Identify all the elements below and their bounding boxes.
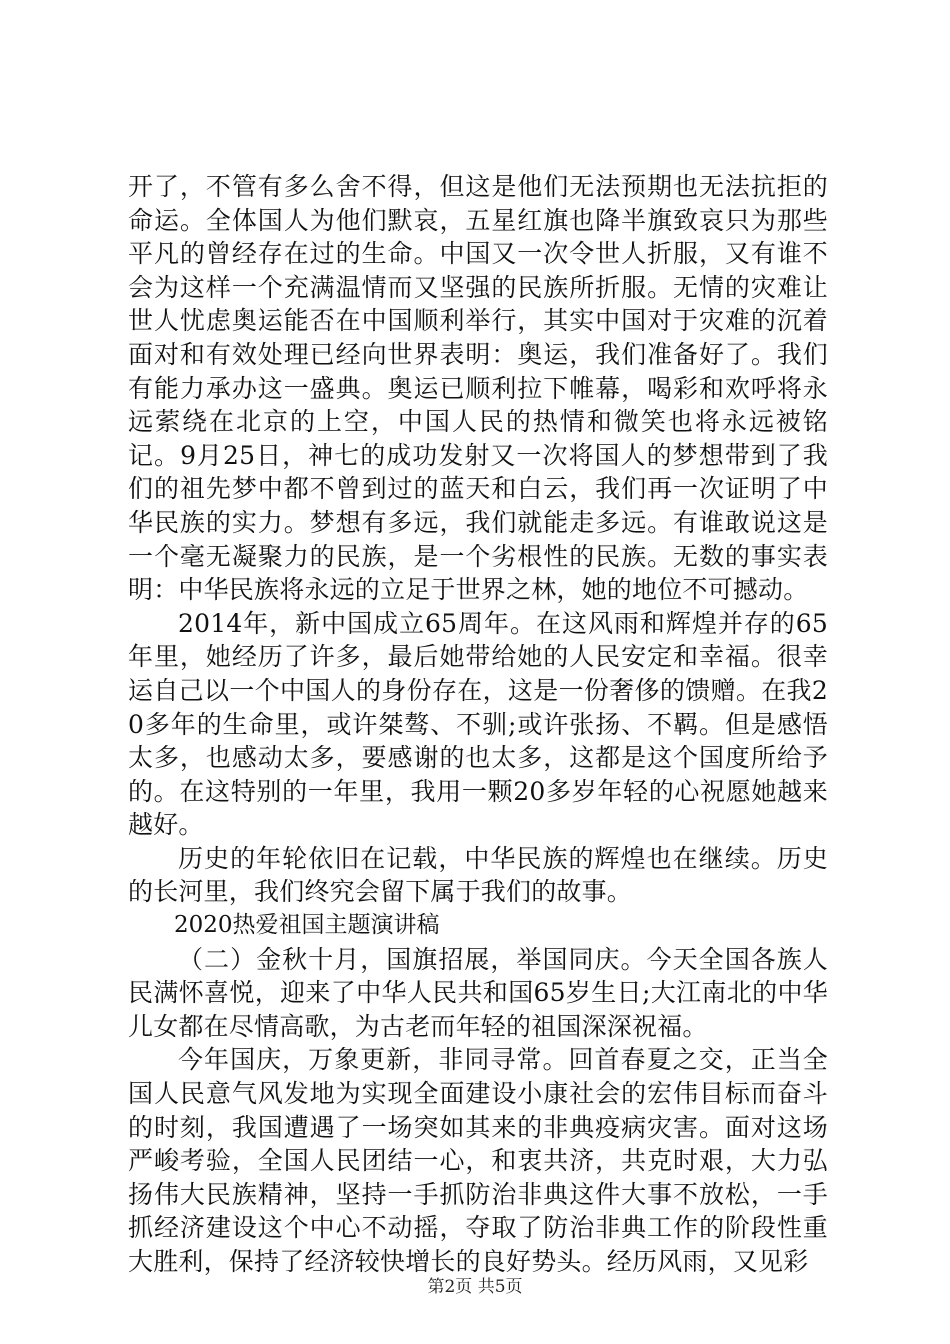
paragraph-5: 今年国庆，万象更新，非同寻常。回首春夏之交，正当全国人民意气风发地为实现全面建设小康社会的宏伟目标而奋斗的时刻，我国遭遇了一场突如其来的非典疫病灾害。面对这场严峻考验，全国人民团结一心，和衷共济，共克时艰，大力弘扬伟大民族精神，坚持一手抓防治非典这件大事不放松，一手抓经济建设这个中心不动摇，夺取了防治非典工作的阶段性重大胜利，保持了经济较快增长的良好势头。经历风雨，又见彩: [128, 1045, 828, 1276]
paragraph-3: 历史的年轮依旧在记载，中华民族的辉煌也在继续。历史的长河里，我们终究会留下属于我们的故事。: [128, 843, 828, 907]
paragraph-1: 开了，不管有多么舍不得，但这是他们无法预期也无法抗拒的命运。全体国人为他们默哀，五星红旗也降半旗致哀只为那些平凡的曾经存在过的生命。中国又一次令世人折服，又有谁不会为这样一个充满温情而又坚强的民族所折服。无情的灾难让世人忧虑奥运能否在中国顺利举行，其实中国对于灾难的沉着面对和有效处理已经向世界表明：奥运，我们准备好了。我们有能力承办这一盛典。奥运已顺利拉下帷幕，喝彩和欢呼将永远萦绕在北京的上空，中国人民的热情和微笑也将永远被铭记。9月25日，神七的成功发射又一次将国人的梦想带到了我们的祖先梦中都不曾到过的蓝天和白云，我们再一次证明了中华民族的实力。梦想有多远，我们就能走多远。有谁敢说这是一个毫无凝聚力的民族，是一个劣根性的民族。无数的事实表明：中华民族将永远的立足于世界之林，她的地位不可撼动。: [128, 172, 828, 605]
paragraph-2: 2014年，新中国成立65周年。在这风雨和辉煌并存的65年里，她经历了许多，最后她带给她的人民安定和幸福。很幸运自己以一个中国人的身份存在，这是一份奢侈的馈赠。在我20多年的生命里，或许桀骜、不驯;或许张扬、不羁。但是感悟太多，也感动太多，要感谢的也太多，这都是这个国度所给予的。在这特别的一年里，我用一颗20多岁年轻的心祝愿她越来越好。: [128, 608, 828, 840]
speech-title: 2020热爱祖国主题演讲稿: [174, 912, 440, 939]
document-body: [128, 170, 828, 1279]
paragraph-4: （二）金秋十月，国旗招展，举国同庆。今天全国各族人民满怀喜悦，迎来了中华人民共和国65岁生日;大江南北的中华儿女都在尽情高歌，为古老而年轻的祖国深深祝福。: [128, 944, 828, 1041]
page-footer: 第2页 共5页: [427, 1277, 523, 1297]
